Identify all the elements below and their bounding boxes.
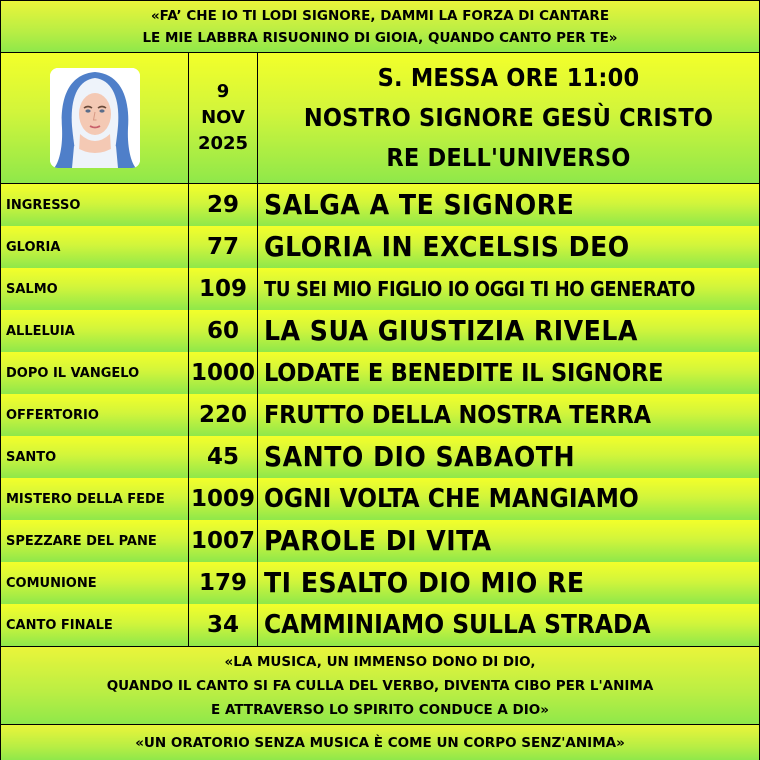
date-year: 2025 <box>197 133 249 154</box>
top-quote <box>1 1 759 53</box>
hymn-row <box>1 478 759 521</box>
mass-time: S. MESSA ORE 11:00 <box>377 63 640 92</box>
hymn-row <box>1 352 759 395</box>
hymn-row <box>1 394 759 437</box>
hymn-row <box>1 520 759 563</box>
madonna-portrait <box>50 68 140 168</box>
header-row <box>1 53 759 184</box>
hymn-title: FRUTTO DELLA NOSTRA TERRA <box>258 394 759 436</box>
closing-quote-text: «UN ORATORIO SENZA MUSICA È COME UN CORPO SENZ'ANIMA» <box>135 734 625 751</box>
hymn-row <box>1 184 759 227</box>
liturgy-part: INGRESSO <box>1 184 189 226</box>
hymn-number: 220 <box>189 394 258 436</box>
liturgy-part: SALMO <box>1 268 189 310</box>
liturgy-part: CANTO FINALE <box>1 604 189 646</box>
hymn-number: 1009 <box>189 478 258 520</box>
top-quote-line-2: LE MIE LABBRA RISUONINO DI GIOIA, QUANDO CANTO PER TE» <box>142 29 618 46</box>
liturgy-part: OFFERTORIO <box>1 394 189 436</box>
hymn-number: 179 <box>189 562 258 604</box>
hymn-number: 109 <box>189 268 258 310</box>
date-day: 9 <box>216 81 230 102</box>
top-quote-line-1: «FA’ CHE IO TI LODI SIGNORE, DAMMI LA FORZA DI CANTARE <box>150 7 610 24</box>
hymn-title: SALGA A TE SIGNORE <box>258 184 759 226</box>
hymn-row <box>1 604 759 647</box>
bottom-quote <box>1 647 759 725</box>
liturgy-part: SPEZZARE DEL PANE <box>1 520 189 562</box>
liturgy-part: COMUNIONE <box>1 562 189 604</box>
bottom-quote-line-1: «LA MUSICA, UN IMMENSO DONO DI DIO, <box>224 653 536 670</box>
feast-name-line-1: NOSTRO SIGNORE GESÙ CRISTO <box>303 103 714 132</box>
hymn-row <box>1 268 759 311</box>
date-month: NOV <box>201 107 245 128</box>
feast-name-line-2: RE DELL'UNIVERSO <box>386 143 631 172</box>
hymn-number: 1007 <box>189 520 258 562</box>
hymn-title: LA SUA GIUSTIZIA RIVELA <box>258 310 759 352</box>
hymn-title: GLORIA IN EXCELSIS DEO <box>258 226 759 268</box>
portrait-cell <box>1 53 189 183</box>
hymn-row <box>1 226 759 269</box>
hymn-title: LODATE E BENEDITE IL SIGNORE <box>258 352 759 394</box>
hymn-title: TU SEI MIO FIGLIO IO OGGI TI HO GENERATO <box>258 268 759 310</box>
hymn-number: 1000 <box>189 352 258 394</box>
hymn-title: OGNI VOLTA CHE MANGIAMO <box>258 478 759 520</box>
hymn-title: PAROLE DI VITA <box>258 520 759 562</box>
closing-quote <box>1 725 759 760</box>
liturgy-part: ALLELUIA <box>1 310 189 352</box>
bottom-quote-line-3: E ATTRAVERSO LO SPIRITO CONDUCE A DIO» <box>211 701 549 718</box>
liturgy-part: GLORIA <box>1 226 189 268</box>
liturgy-part: MISTERO DELLA FEDE <box>1 478 189 520</box>
hymn-title: CAMMINIAMO SULLA STRADA <box>258 604 759 646</box>
celebration-title <box>258 53 759 183</box>
hymn-number: 34 <box>189 604 258 646</box>
liturgy-part: SANTO <box>1 436 189 478</box>
date-cell <box>189 53 258 183</box>
hymn-row <box>1 436 759 479</box>
hymn-title: TI ESALTO DIO MIO RE <box>258 562 759 604</box>
hymn-number: 29 <box>189 184 258 226</box>
hymn-number: 45 <box>189 436 258 478</box>
hymn-number: 60 <box>189 310 258 352</box>
hymn-row <box>1 562 759 605</box>
hymn-row <box>1 310 759 353</box>
hymn-number: 77 <box>189 226 258 268</box>
liturgy-part: DOPO IL VANGELO <box>1 352 189 394</box>
bottom-quote-line-2: QUANDO IL CANTO SI FA CULLA DEL VERBO, DIVENTA CIBO PER L'ANIMA <box>106 677 654 694</box>
hymn-title: SANTO DIO SABAOTH <box>258 436 759 478</box>
